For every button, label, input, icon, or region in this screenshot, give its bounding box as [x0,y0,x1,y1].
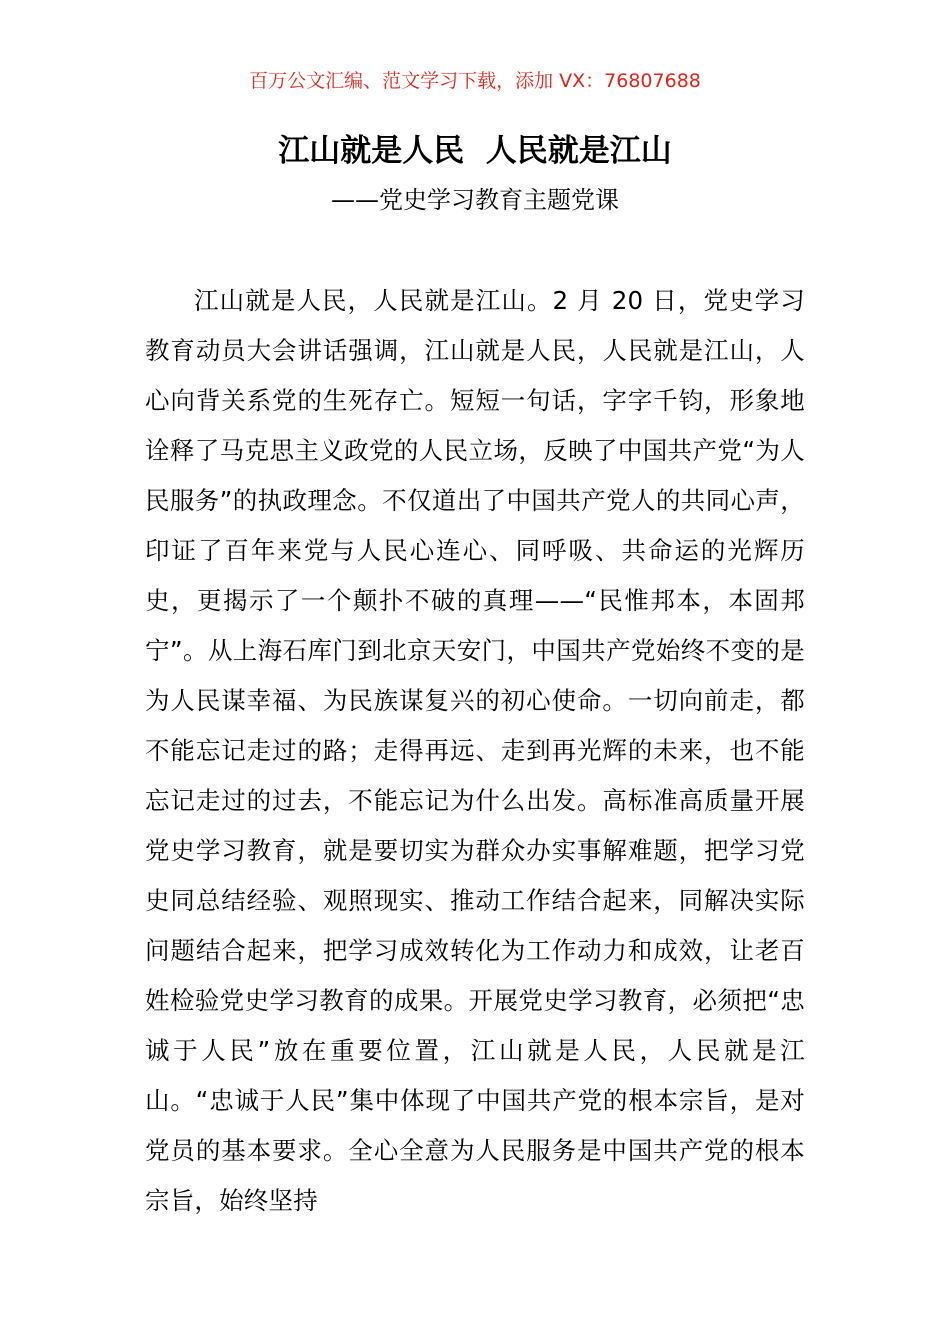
body-paragraph: 江山就是人民，人民就是江山。2 月 20 日，党史学习教育动员大会讲话强调，江山就是人民，人民就是江山，人心向背关系党的生死存亡。短短一句话，字字千钧，形象地诠释了马克思主义政党的人民立场，反映了中国共产党“为人民服务”的执政理念。不仅道出了中国共产党人的共同心声，印证了百年来党与人民心连心、同呼吸、共命运的光辉历史，更揭示了一个颠扑不破的真理——“民惟邦本，本固邦宁”。从上海石库门到北京天安门，中国共产党始终不变的是为人民谋幸福、为民族谋复兴的初心使命。一切向前走，都不能忘记走过的路；走得再远、走到再光辉的未来，也不能忘记走过的过去，不能忘记为什么出发。高标准高质量开展党史学习教育，就是要切实为群众办实事解难题，把学习党史同总结经验、观照现实、推动工作结合起来，同解决实际问题结合起来，把学习成效转化为工作动力和成效，让老百姓检验党史学习教育的成果。开展党史学习教育，必须把“忠诚于人民”放在重要位置，江山就是人民，人民就是江山。“忠诚于人民”集中体现了中国共产党的根本宗旨，是对党员的基本要求。全心全意为人民服务是中国共产党的根本宗旨，始终坚持 [145,286,805,1215]
document-subtitle: ——党史学习教育主题党课 [331,186,619,214]
document-title: 江山就是人民 人民就是江山 [278,133,672,169]
header-note: 百万公文汇编、范文学习下载，添加 VX：76807688 [249,70,701,92]
